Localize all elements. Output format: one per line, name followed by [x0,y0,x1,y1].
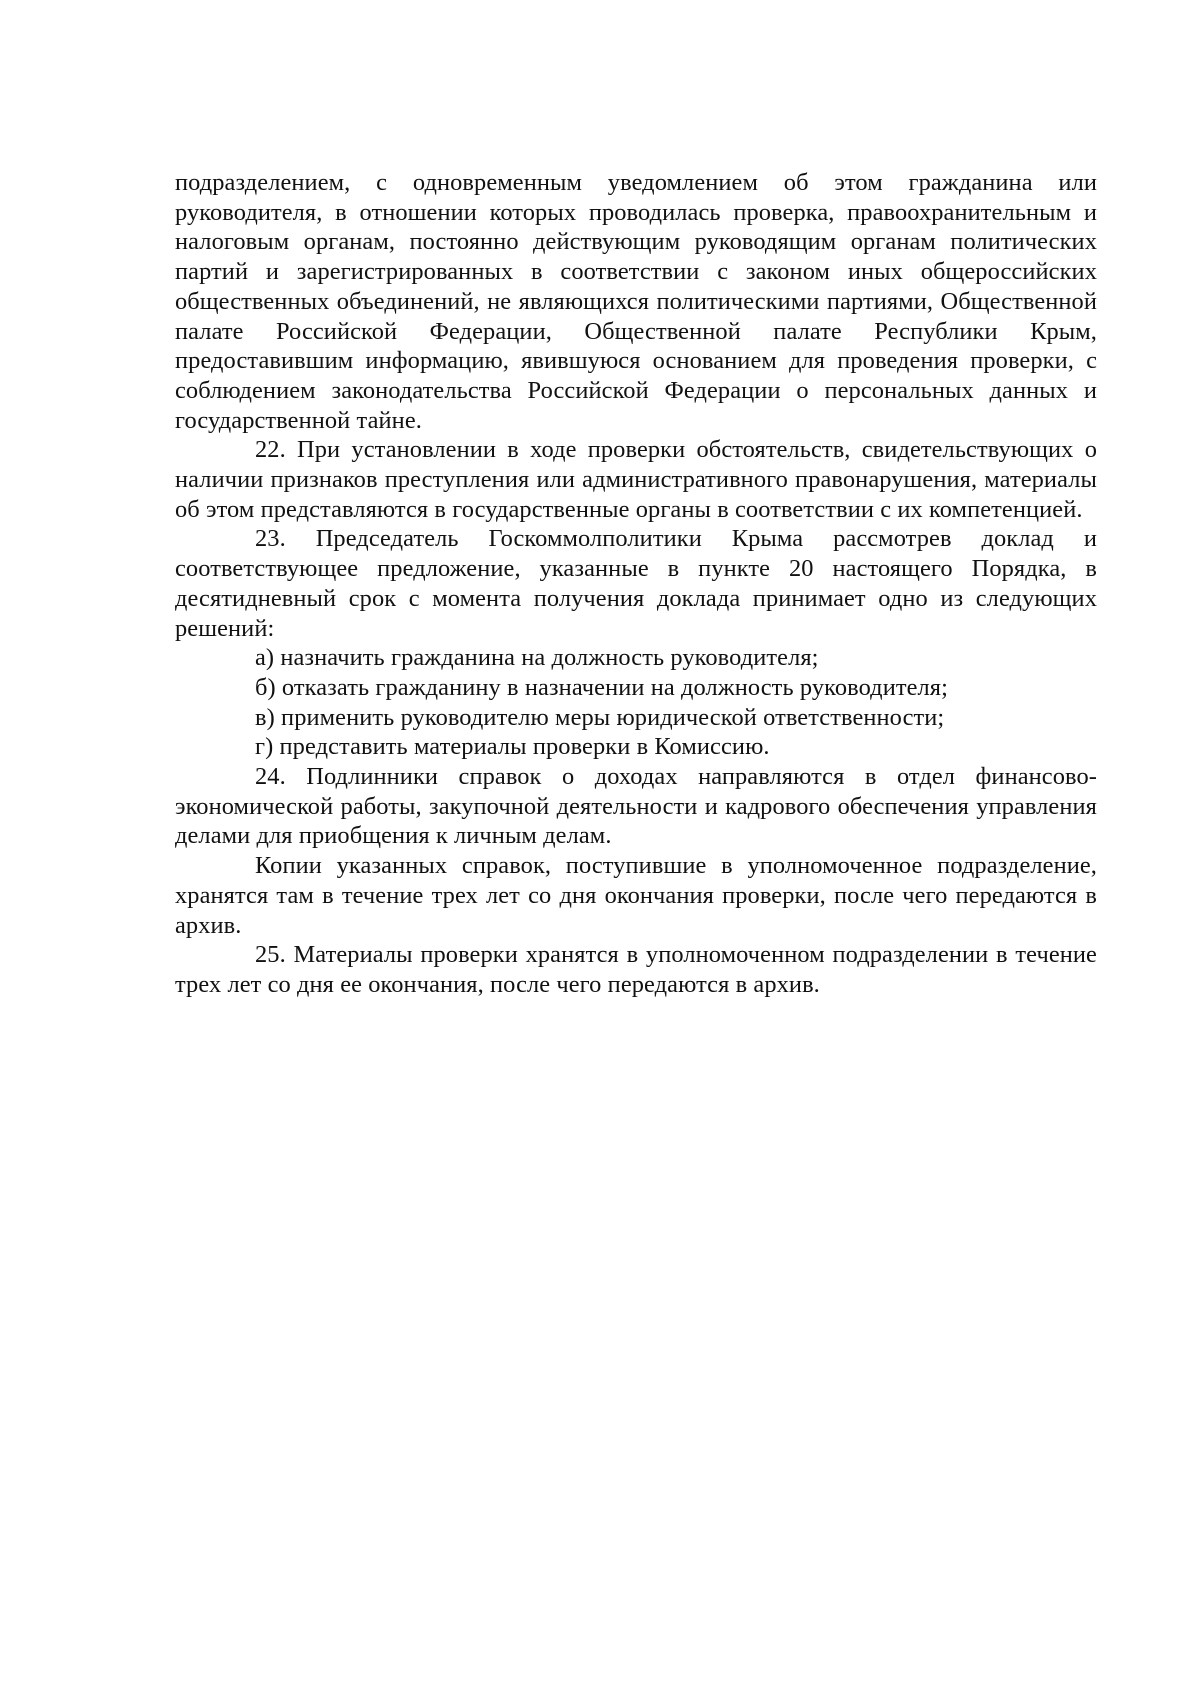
list-item-g: г) представить материалы проверки в Комиссию. [255,733,770,761]
paragraph-22: 22. При установлении в ходе проверки обстоятельств, свидетельствующих о наличии признаков преступления или административного правонарушения, материалы об этом представляются в государственные органы в соответствии с их компетенцией. [175,436,1097,523]
document-body [175,168,1097,1000]
paragraph-24-copies: Копии указанных справок, поступившие в уполномоченное подразделение, хранятся там в течение трех лет со дня окончания проверки, после чего передаются в архив. [175,852,1097,939]
paragraph-24: 24. Подлинники справок о доходах направляются в отдел финансово-экономической работы, закупочной деятельности и кадрового обеспечения управления делами для приобщения к личным делам. [175,763,1097,850]
list-item-a: а) назначить гражданина на должность руководителя; [255,644,819,672]
paragraph-23: 23. Председатель Госкоммолполитики Крыма рассмотрев доклад и соответствующее предложение, указанные в пункте 20 настоящего Порядка, в десятидневный срок с момента получения доклада принимает одно из следующих решений: [175,525,1097,642]
list-item-v: в) применить руководителю меры юридической ответственности; [255,703,945,731]
list-item-b: б) отказать гражданину в назначении на должность руководителя; [255,673,948,701]
paragraph-continued: подразделением, с одновременным уведомлением об этом гражданина или руководителя, в отношении которых проводилась проверка, правоохранительным и налоговым органам, постоянно действующим руководящим органам политических партий и зарегистрированных в соответствии с законом иных общероссийских общественных объединений, не являющихся политическими партиями, Общественной палате Российской Федерации, Общественной палате Республики Крым, предоставившим информацию, явившуюся основанием для проведения проверки, с соблюдением законодательства Российской Федерации о персональных данных и государственной тайне. [175,169,1097,434]
paragraph-25: 25. Материалы проверки хранятся в уполномоченном подразделении в течение трех лет со дня ее окончания, после чего передаются в архив. [175,941,1097,998]
